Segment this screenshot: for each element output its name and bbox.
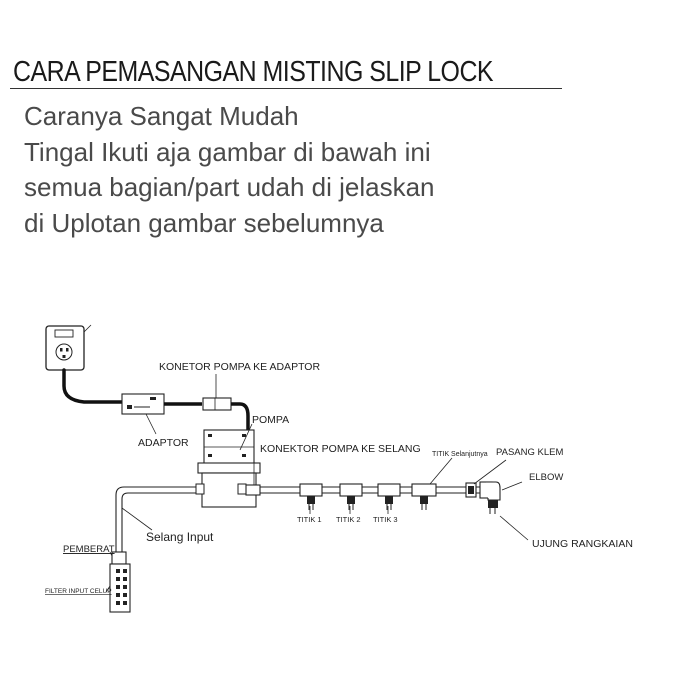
label-titik-1: TITIK 1 bbox=[297, 515, 322, 524]
description-line-1: Caranya Sangat Mudah bbox=[24, 101, 299, 131]
page-title: CARA PEMASANGAN MISTING SLIP LOCK bbox=[13, 56, 494, 88]
power-cable bbox=[64, 370, 122, 402]
klem bbox=[466, 483, 476, 497]
titik-selanjutnya-nozzle bbox=[412, 484, 436, 510]
titik-2-nozzle bbox=[340, 484, 362, 510]
label-filter-input-celup: FILTER INPUT CELUP bbox=[45, 588, 112, 595]
label-adaptor: ADAPTOR bbox=[138, 437, 189, 449]
description-line-3: semua bagian/part udah di jelaskan bbox=[24, 172, 435, 202]
label-titik-2: TITIK 2 bbox=[336, 515, 361, 524]
adaptor-box bbox=[122, 394, 164, 414]
description-line-4: di Uplotan gambar sebelumnya bbox=[24, 207, 384, 238]
description-line-2: Tingal Ikuti aja gambar di bawah ini bbox=[24, 136, 431, 167]
label-elbow: ELBOW bbox=[529, 472, 564, 483]
label-pompa: POMPA bbox=[252, 414, 290, 426]
titik-1-nozzle bbox=[300, 484, 322, 510]
konektor-pompa-adaptor bbox=[203, 398, 231, 410]
label-pasang-klem: PASANG KLEM bbox=[496, 447, 564, 458]
titik-3-nozzle bbox=[378, 484, 400, 510]
filter-input-celup bbox=[110, 564, 130, 612]
konektor-pompa-selang bbox=[246, 485, 260, 495]
wall-socket-timer bbox=[46, 325, 91, 370]
label-konektor-pompa-adaptor: KONETOR POMPA KE ADAPTOR bbox=[159, 361, 321, 373]
label-ujung-rangkaian: UJUNG RANGKAIAN bbox=[532, 538, 633, 550]
leader-lines bbox=[106, 374, 528, 592]
label-titik-3: TITIK 3 bbox=[373, 515, 398, 524]
label-konektor-pompa-selang: KONEKTOR POMPA KE SELANG bbox=[260, 443, 421, 455]
label-titik-selanjutnya: TITIK Selanjutnya bbox=[432, 451, 488, 458]
label-selang-input: Selang Input bbox=[146, 530, 214, 544]
label-pemberat: PEMBERAT bbox=[63, 544, 115, 555]
elbow bbox=[480, 482, 500, 514]
